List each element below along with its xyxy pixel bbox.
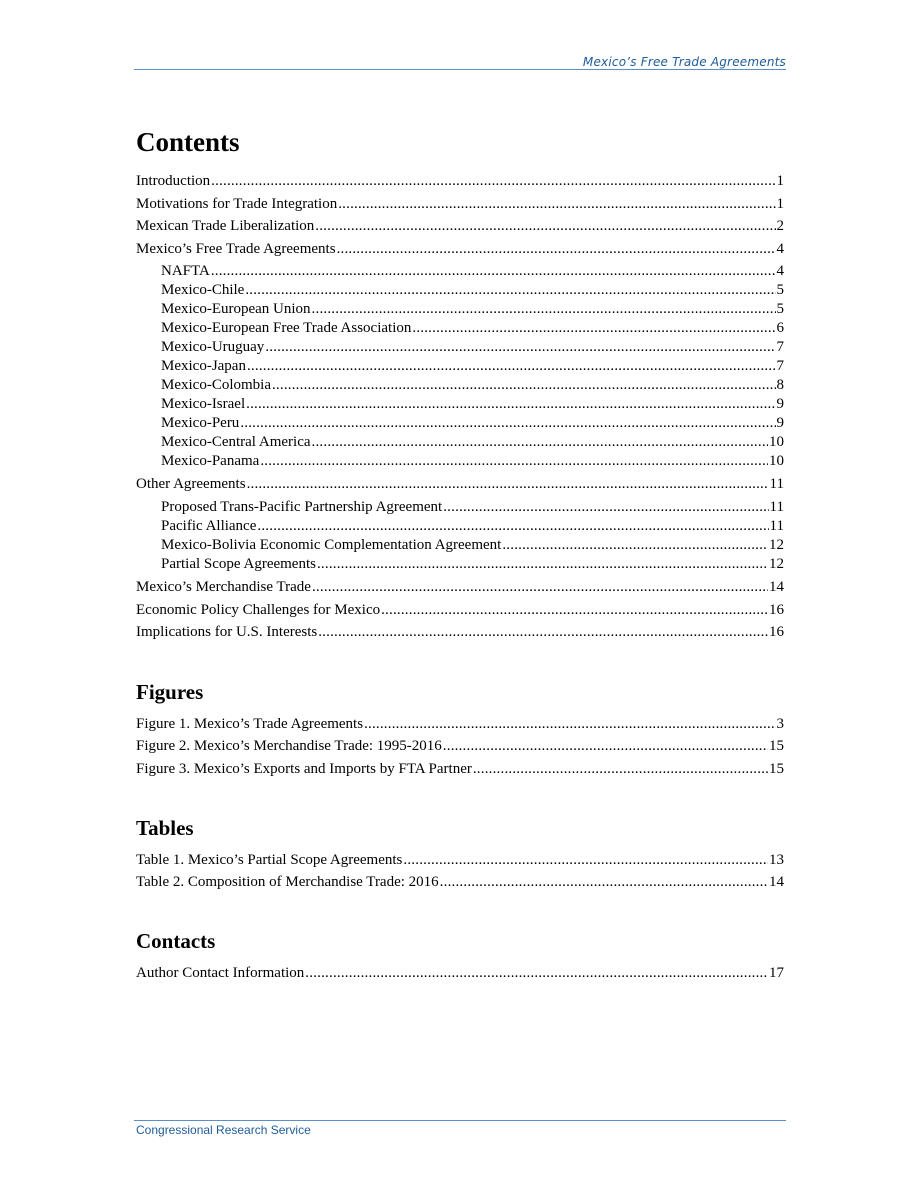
toc-entry-page: 11 bbox=[769, 498, 784, 515]
dot-leader bbox=[305, 962, 768, 985]
toc-entry[interactable] bbox=[136, 395, 784, 414]
toc-entry-page: 9 bbox=[776, 415, 784, 432]
tables-heading: Tables bbox=[136, 815, 194, 840]
dot-leader bbox=[246, 395, 775, 414]
toc-entry-title: Figure 1. Mexico’s Trade Agreements bbox=[136, 715, 364, 732]
dot-leader bbox=[257, 517, 768, 536]
toc-entry[interactable] bbox=[136, 376, 784, 395]
toc-entry[interactable] bbox=[136, 621, 784, 644]
figures-heading: Figures bbox=[136, 679, 204, 704]
toc-entry[interactable] bbox=[136, 433, 784, 452]
toc-entry-title: Economic Policy Challenges for Mexico bbox=[136, 601, 381, 618]
toc-entry-page: 7 bbox=[776, 339, 784, 356]
toc-entry-page: 13 bbox=[769, 851, 784, 868]
toc-entry-title: Introduction bbox=[136, 173, 211, 189]
toc-entry[interactable] bbox=[136, 193, 784, 216]
dot-leader bbox=[412, 319, 775, 338]
toc-entry[interactable] bbox=[136, 281, 784, 300]
toc-entry[interactable] bbox=[136, 357, 784, 376]
toc-entry[interactable] bbox=[136, 871, 784, 894]
dot-leader bbox=[473, 758, 768, 781]
dot-leader bbox=[272, 376, 776, 395]
dot-leader bbox=[247, 357, 776, 376]
toc-entry-title: Mexico-European Union bbox=[161, 301, 311, 318]
toc-entry[interactable] bbox=[136, 599, 784, 622]
dot-leader bbox=[440, 871, 768, 894]
toc-entry[interactable] bbox=[136, 238, 784, 261]
contacts-heading: Contacts bbox=[136, 928, 216, 953]
toc-entry[interactable] bbox=[136, 319, 784, 338]
toc-entry-title: Mexico-Peru bbox=[161, 415, 240, 432]
toc-entry-page: 2 bbox=[776, 218, 784, 235]
toc-entry-page: 4 bbox=[776, 263, 784, 280]
toc-entry[interactable] bbox=[136, 414, 784, 433]
dot-leader bbox=[502, 536, 768, 555]
toc-entry-page: 16 bbox=[769, 601, 784, 618]
dot-leader bbox=[260, 452, 768, 471]
dot-leader bbox=[317, 555, 768, 574]
contents-list bbox=[136, 170, 784, 644]
toc-entry[interactable] bbox=[136, 338, 784, 357]
toc-entry[interactable] bbox=[136, 849, 784, 872]
toc-entry[interactable] bbox=[136, 962, 784, 985]
toc-entry[interactable] bbox=[136, 713, 784, 736]
toc-entry-page: 15 bbox=[769, 738, 784, 755]
toc-entry[interactable] bbox=[136, 536, 784, 555]
toc-entry-page: 16 bbox=[769, 624, 784, 641]
toc-entry[interactable] bbox=[136, 555, 784, 574]
running-header: Mexico’s Free Trade Agreements bbox=[582, 55, 786, 69]
toc-entry-page: 14 bbox=[769, 874, 784, 891]
toc-entry-page: 14 bbox=[769, 578, 784, 595]
toc-entry-title: Mexico-Japan bbox=[161, 358, 246, 375]
toc-entry[interactable] bbox=[136, 735, 784, 758]
toc-entry-title: Motivations for Trade Integration bbox=[136, 195, 338, 212]
toc-entry-title: Mexico-Uruguay bbox=[161, 339, 265, 356]
footer-text: Congressional Research Service bbox=[136, 1123, 311, 1137]
toc-entry-title: Mexican Trade Liberalization bbox=[136, 218, 315, 235]
toc-entry-page: 7 bbox=[776, 358, 784, 375]
toc-entry-page: 11 bbox=[769, 476, 784, 493]
dot-leader bbox=[337, 238, 776, 261]
toc-entry-title: Mexico-Central America bbox=[161, 434, 311, 451]
toc-entry-title: Mexico’s Merchandise Trade bbox=[136, 578, 311, 595]
toc-entry-page: 12 bbox=[769, 536, 784, 553]
toc-entry-title: Mexico’s Free Trade Agreements bbox=[136, 240, 336, 257]
toc-entry-title: Mexico-Colombia bbox=[161, 377, 271, 394]
toc-entry[interactable] bbox=[136, 215, 784, 238]
toc-entry[interactable] bbox=[136, 576, 784, 599]
header-rule bbox=[134, 69, 786, 70]
toc-entry-title: Pacific Alliance bbox=[161, 517, 257, 534]
dot-leader bbox=[443, 498, 768, 517]
toc-entry-title: Mexico-Panama bbox=[161, 453, 260, 470]
toc-entry[interactable] bbox=[136, 262, 784, 281]
dot-leader bbox=[265, 338, 775, 357]
toc-entry[interactable] bbox=[136, 758, 784, 781]
toc-entry-page: 5 bbox=[776, 282, 784, 299]
toc-entry-title: Proposed Trans-Pacific Partnership Agreement bbox=[161, 498, 443, 515]
dot-leader bbox=[240, 414, 775, 433]
contents-heading: Contents bbox=[136, 127, 240, 157]
toc-entry[interactable] bbox=[136, 498, 784, 517]
toc-entry[interactable] bbox=[136, 170, 784, 193]
toc-entry-page: 11 bbox=[769, 517, 784, 534]
dot-leader bbox=[312, 300, 776, 319]
toc-entry-title: Table 2. Composition of Merchandise Trade: 2016 bbox=[136, 874, 439, 891]
toc-entry-page: 6 bbox=[776, 320, 784, 337]
contacts-list bbox=[136, 962, 784, 985]
toc-entry-page: 1 bbox=[776, 173, 784, 189]
dot-leader bbox=[211, 262, 776, 281]
toc-entry-title: Figure 3. Mexico’s Exports and Imports by FTA Partner bbox=[136, 760, 472, 777]
tables-list bbox=[136, 849, 784, 894]
toc-entry-title: Other Agreements bbox=[136, 476, 246, 493]
toc-entry-page: 9 bbox=[776, 396, 784, 413]
dot-leader bbox=[318, 621, 768, 644]
toc-entry-title: Implications for U.S. Interests bbox=[136, 624, 318, 641]
figures-list bbox=[136, 713, 784, 781]
toc-entry-page: 1 bbox=[776, 195, 784, 212]
dot-leader bbox=[364, 713, 775, 736]
dot-leader bbox=[312, 576, 768, 599]
footer-rule bbox=[134, 1120, 786, 1121]
toc-entry-title: Figure 2. Mexico’s Merchandise Trade: 1995-2016 bbox=[136, 738, 442, 755]
toc-entry-page: 4 bbox=[776, 240, 784, 257]
dot-leader bbox=[403, 849, 768, 872]
toc-entry[interactable] bbox=[136, 517, 784, 536]
toc-page bbox=[136, 118, 784, 984]
dot-leader bbox=[338, 193, 775, 216]
toc-entry-title: NAFTA bbox=[161, 263, 210, 280]
dot-leader bbox=[245, 281, 775, 300]
dot-leader bbox=[381, 599, 768, 622]
dot-leader bbox=[315, 215, 775, 238]
toc-entry-title: Partial Scope Agreements bbox=[161, 555, 316, 572]
dot-leader bbox=[312, 433, 768, 452]
toc-entry-title: Mexico-European Free Trade Association bbox=[161, 320, 412, 337]
dot-leader bbox=[211, 170, 775, 193]
toc-entry-page: 12 bbox=[769, 555, 784, 572]
toc-entry-title: Mexico-Bolivia Economic Complementation Agreement bbox=[161, 536, 502, 553]
toc-entry[interactable] bbox=[136, 473, 784, 496]
toc-entry-page: 5 bbox=[776, 301, 784, 318]
toc-entry[interactable] bbox=[136, 452, 784, 471]
toc-entry-title: Author Contact Information bbox=[136, 964, 305, 981]
toc-entry-page: 3 bbox=[776, 715, 784, 732]
toc-entry[interactable] bbox=[136, 300, 784, 319]
toc-entry-title: Mexico-Israel bbox=[161, 396, 246, 413]
dot-leader bbox=[247, 473, 769, 496]
toc-entry-page: 15 bbox=[769, 760, 784, 777]
dot-leader bbox=[443, 735, 768, 758]
toc-entry-page: 17 bbox=[769, 964, 784, 981]
toc-entry-page: 8 bbox=[776, 377, 784, 394]
toc-entry-title: Mexico-Chile bbox=[161, 282, 245, 299]
toc-entry-page: 10 bbox=[769, 453, 784, 470]
toc-entry-title: Table 1. Mexico’s Partial Scope Agreements bbox=[136, 851, 403, 868]
toc-entry-page: 10 bbox=[769, 434, 784, 451]
